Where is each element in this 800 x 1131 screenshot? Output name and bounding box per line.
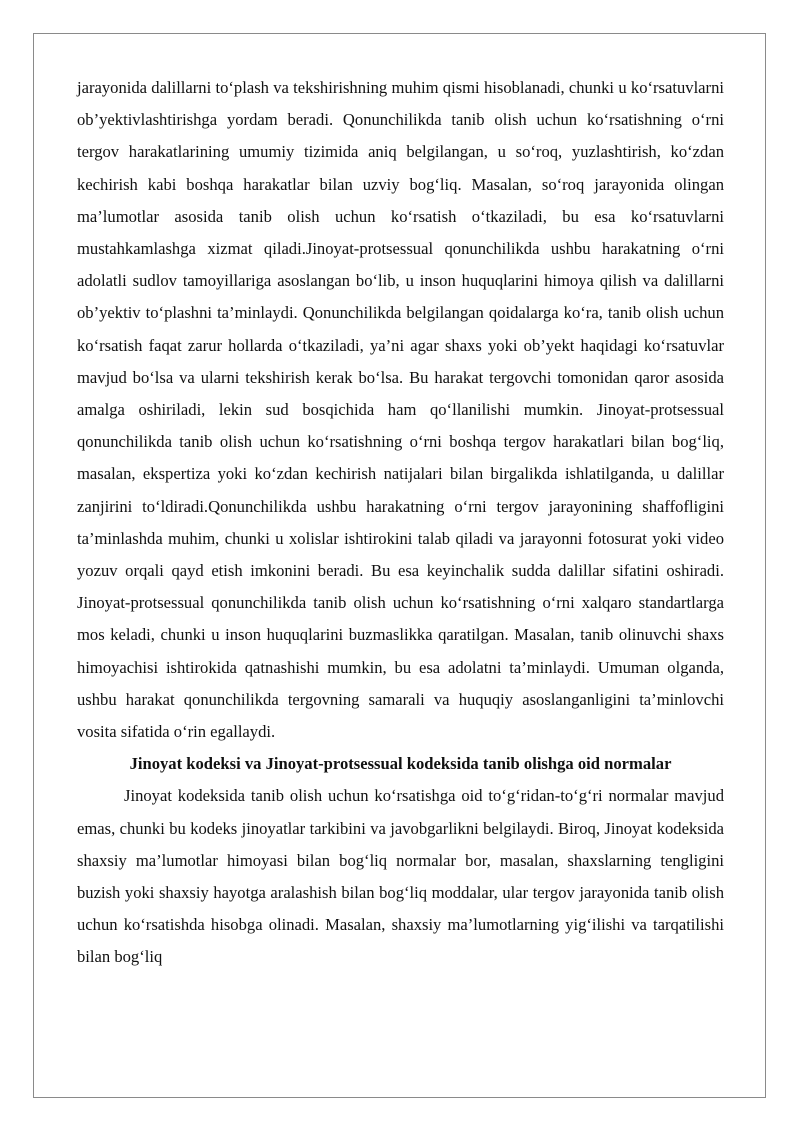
body-paragraph: Jinoyat kodeksida tanib olish uchun ko‘rsatishga oid to‘g‘ridan-to‘g‘ri normalar mavjud emas, chunki bu kodeks jinoyatlar tarkibini va javobgarlikni belgilaydi. Biroq, Jinoyat kodeksida shaxsiy ma’lumotlar himoyasi bilan bog‘liq normalar bor, masalan, shaxslarning tengligini buzish yoki shaxsiy hayotga aralashish bilan bog‘liq moddalar, ular tergov jarayonida tanib olish uchun ko‘rsatishda hisobga olinadi. Masalan, shaxsiy ma’lumotlarning yig‘ilishi va tarqatilishi bilan bog‘liq (77, 786, 724, 967)
document-body (77, 72, 724, 974)
section-heading: Jinoyat kodeksi va Jinoyat-protsessual kodeksida tanib olishga oid normalar (129, 754, 672, 774)
body-paragraph: jarayonida dalillarni to‘plash va tekshirishning muhim qismi hisoblanadi, chunki u ko‘rsatuvlarni ob’yektivlashtirishga yordam beradi. Qonunchilikda tanib olish uchun ko‘rsatishning o‘rni tergov harakatlarining umumiy tizimida aniq belgilangan, u so‘roq, yuzlashtirish, ko‘zdan kechirish kabi boshqa harakatlar bilan uzviy bog‘liq. Masalan, so‘roq jarayonida olingan ma’lumotlar asosida tanib olish uchun ko‘rsatish o‘tkaziladi, bu esa ko‘rsatuvlarni mustahkamlashga xizmat qiladi.Jinoyat-protsessual qonunchilikda ushbu harakatning o‘rni adolatli sudlov tamoyillariga asoslangan bo‘lib, u inson huquqlarini himoya qilish va dalillarni ob’yektiv to‘plashni ta’minlaydi. Qonunchilikda belgilangan qoidalarga ko‘ra, tanib olish uchun ko‘rsatish faqat zarur hollarda o‘tkaziladi, ya’ni agar shaxs yoki ob’yekt haqidagi ko‘rsatuvlar mavjud bo‘lsa va ularni tekshirish kerak bo‘lsa. Bu harakat tergovchi tomonidan qaror asosida amalga oshiriladi, lekin sud bosqichida ham qo‘llanilishi mumkin. Jinoyat-protsessual qonunchilikda tanib olish uchun ko‘rsatishning o‘rni boshqa tergov harakatlari bilan bog‘liq, masalan, ekspertiza yoki ko‘zdan kechirish natijalari bilan birgalikda ishlatilganda, u dalillar zanjirini to‘ldiradi.Qonunchilikda ushbu harakatning o‘rni tergov jarayonining shaffofligini ta’minlashda muhim, chunki u xolislar ishtirokini talab qiladi va jarayonni fotosurat yoki video yozuv orqali qayd etish imkonini beradi. Bu esa keyinchalik sudda dalillar sifatini oshiradi. Jinoyat-protsessual qonunchilikda tanib olish uchun ko‘rsatishning o‘rni xalqaro standartlarga mos keladi, chunki u inson huquqlarini buzmaslikka qaratilgan. Masalan, tanib olinuvchi shaxs himoyachisi ishtirokida qatnashishi mumkin, bu esa adolatni ta’minlaydi. Umuman olganda, ushbu harakat qonunchilikda tergovning samarali va huquqiy asoslanganligini ta’minlovchi vosita sifatida o‘rin egallaydi. (77, 78, 724, 742)
